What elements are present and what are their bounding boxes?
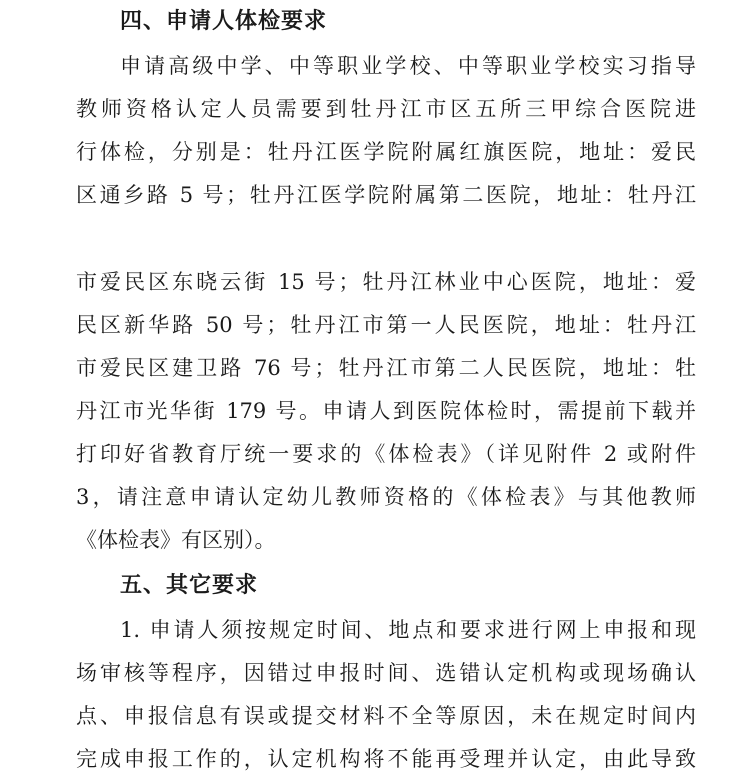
paragraph-line: 1. 申请人须按规定时间、地点和要求进行网上申报和现 bbox=[120, 618, 696, 642]
paragraph-line: 丹江市光华街 179 号。申请人到医院体检时，需提前下载并 bbox=[76, 399, 696, 423]
paragraph-line: 行体检，分别是：牡丹江医学院附属红旗医院，地址：爱民 bbox=[76, 140, 696, 164]
paragraph-line: 民区新华路 50 号；牡丹江市第一人民医院，地址：牡丹江 bbox=[76, 313, 696, 337]
paragraph-line: 教师资格认定人员需要到牡丹江市区五所三甲综合医院进 bbox=[76, 97, 696, 121]
paragraph-line: 点、申报信息有误或提交材料不全等原因，未在规定时间内 bbox=[76, 704, 696, 728]
paragraph-line: 市爱民区东晓云街 15 号；牡丹江林业中心医院，地址：爱 bbox=[76, 270, 696, 294]
paragraph-line: 打印好省教育厅统一要求的《体检表》（详见附件 2 或附件 bbox=[76, 442, 696, 466]
paragraph-line: 申请高级中学、中等职业学校、中等职业学校实习指导 bbox=[120, 54, 696, 78]
paragraph-line: 完成申报工作的，认定机构将不能再受理并认定，由此导致 bbox=[76, 747, 696, 771]
paragraph-line: 场审核等程序，因错过申报时间、选错认定机构或现场确认 bbox=[76, 661, 696, 685]
paragraph-line: 区通乡路 5 号；牡丹江医学院附属第二医院，地址：牡丹江 bbox=[76, 183, 696, 207]
section-heading-health-check: 四、申请人体检要求 bbox=[120, 9, 328, 34]
paragraph-line: 3，请注意申请认定幼儿教师资格的《体检表》与其他教师 bbox=[76, 485, 696, 509]
paragraph-line: 《体检表》有区别）。 bbox=[76, 528, 276, 552]
section-heading-other-requirements: 五、其它要求 bbox=[120, 573, 259, 598]
paragraph-line: 市爱民区建卫路 76 号；牡丹江市第二人民医院，地址：牡 bbox=[76, 356, 696, 380]
